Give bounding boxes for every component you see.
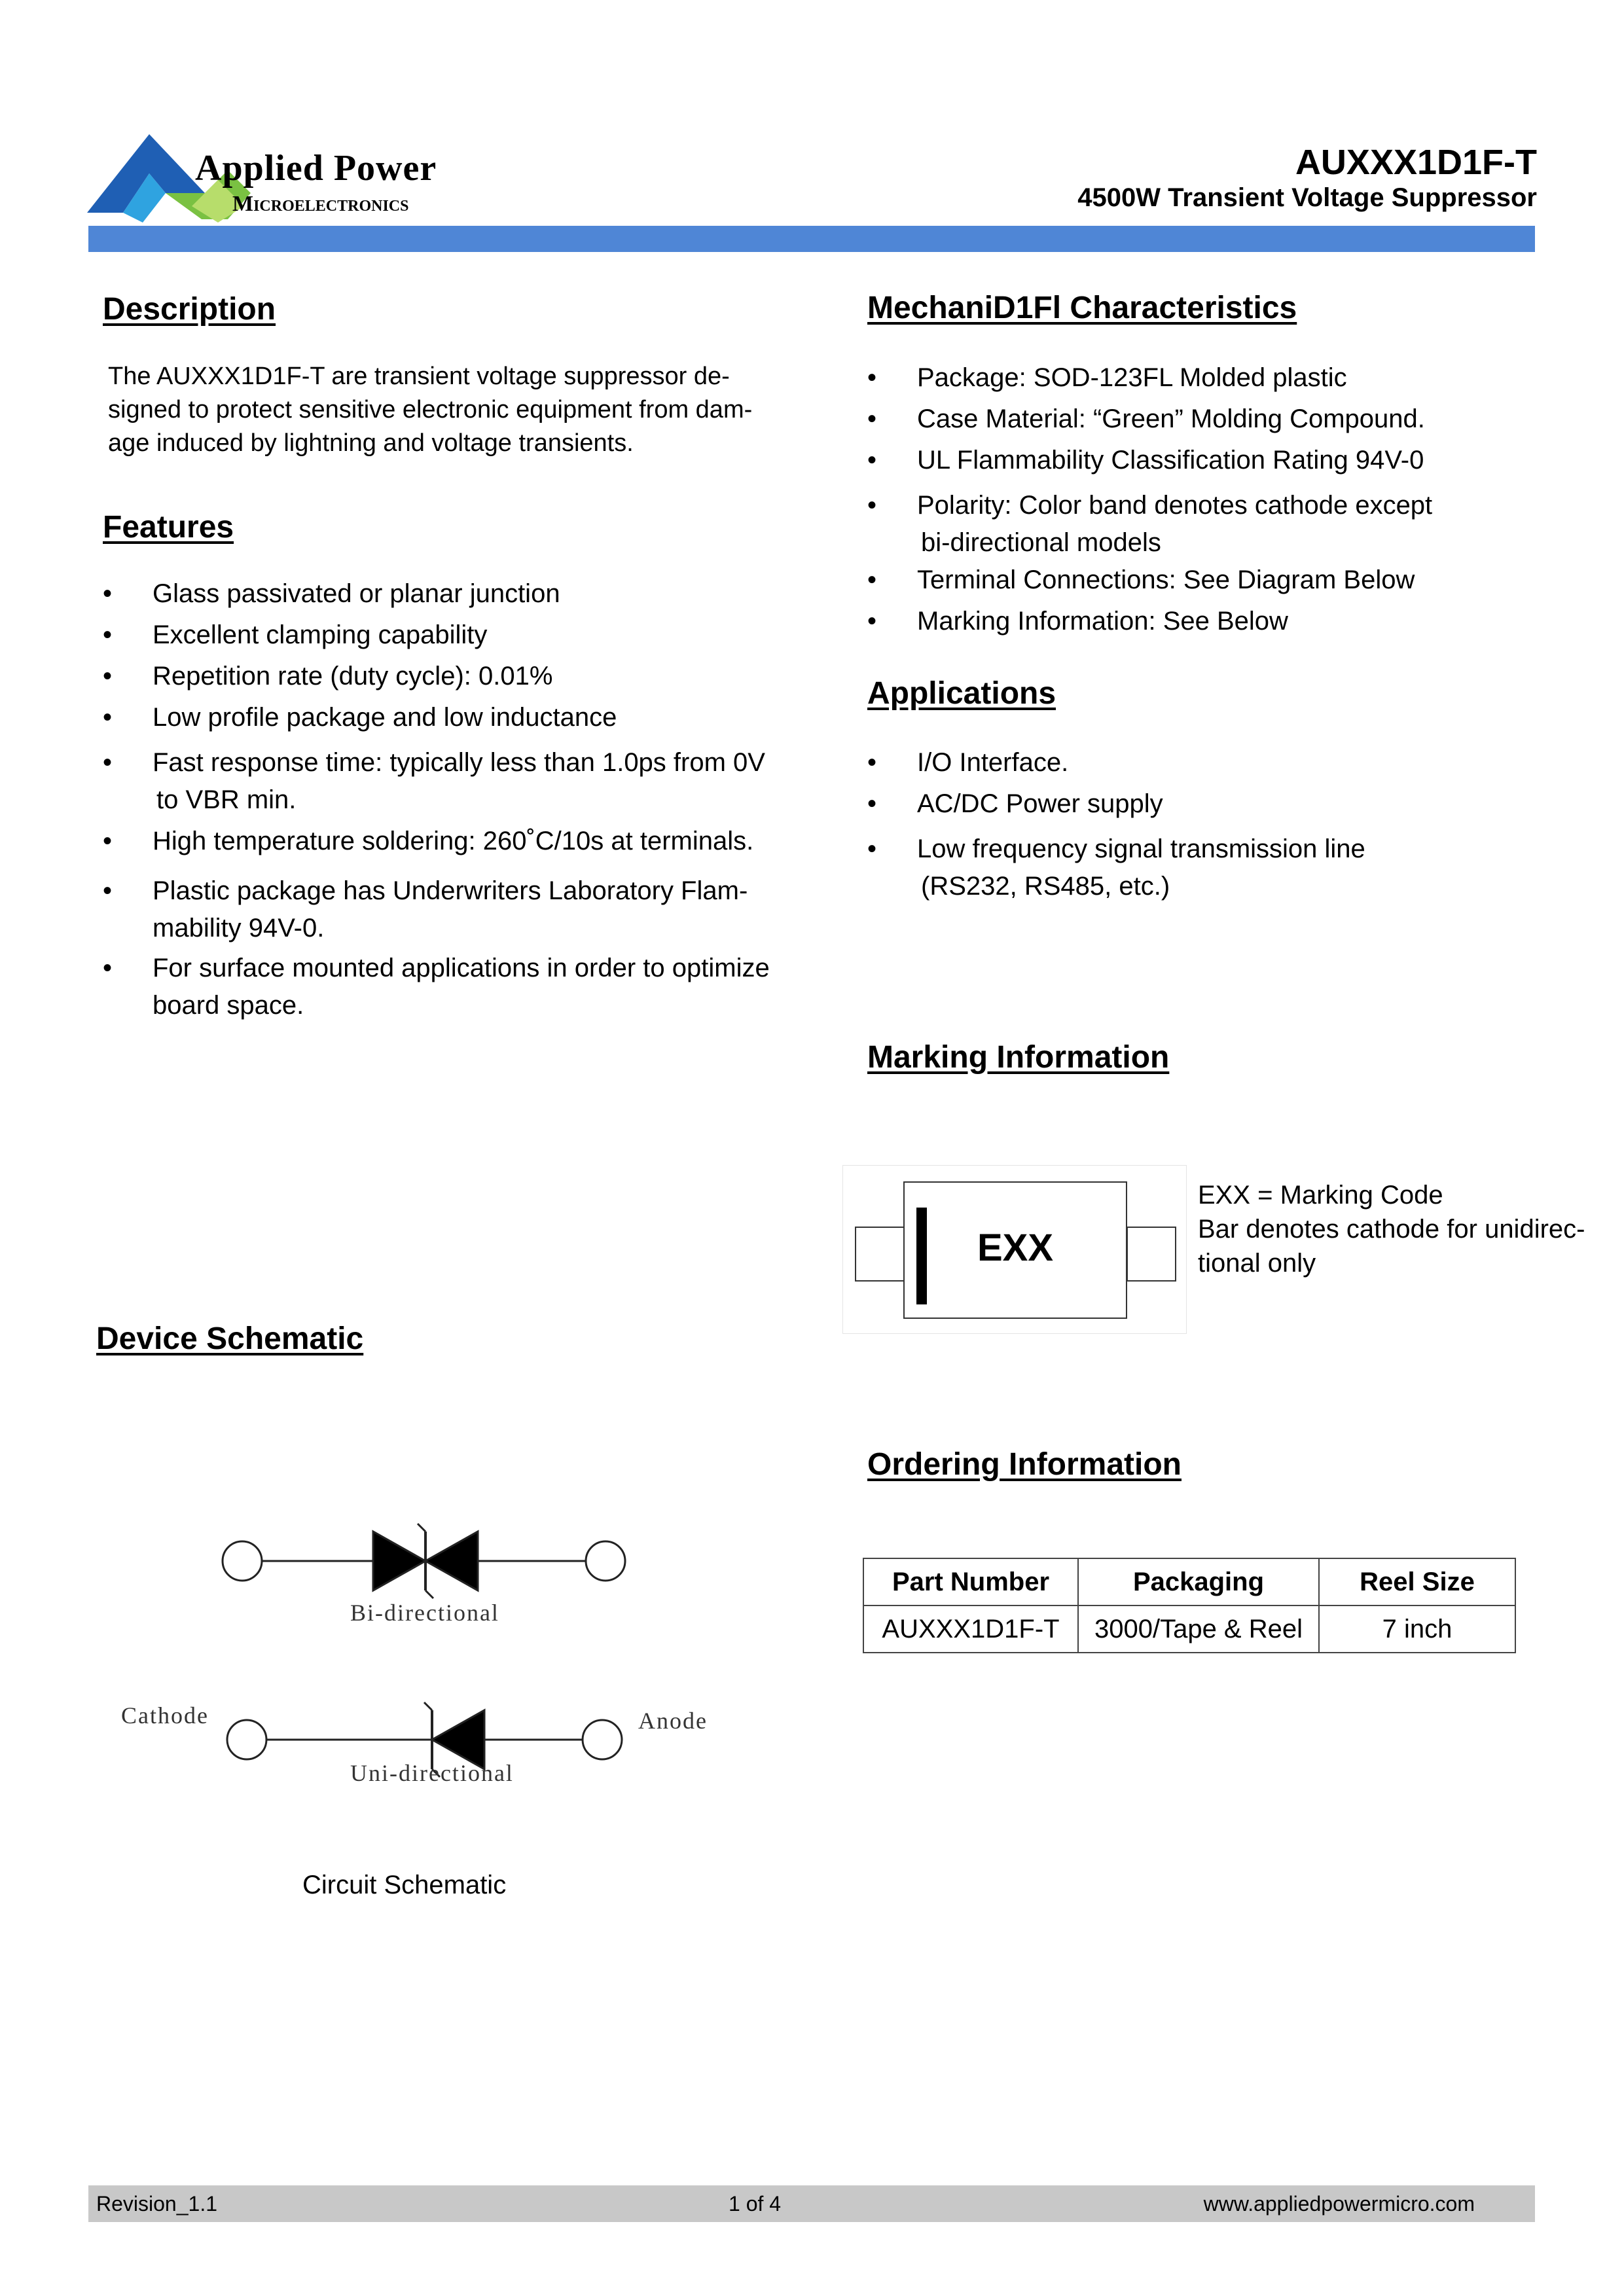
table-cell: 7 inch bbox=[1319, 1605, 1515, 1653]
list-item-text: Plastic package has Underwriters Laboratory Flam- bbox=[153, 876, 748, 905]
list-item-text: to VBR min. bbox=[156, 785, 297, 814]
list-item: • I/O Interface. bbox=[867, 748, 1069, 777]
package-lead-left bbox=[855, 1227, 905, 1282]
list-item: • Fast response time: typically less than 1.0ps from 0V to VBR min. bbox=[103, 744, 810, 827]
list-item: • UL Flammability Classification Rating 94V-0 bbox=[867, 446, 1424, 475]
list-item: • Repetition rate (duty cycle): 0.01% bbox=[103, 662, 553, 691]
document-title: AUXXX1D1F-T bbox=[1295, 143, 1537, 182]
cathode-label: Cathode bbox=[121, 1702, 209, 1729]
marking-diagram bbox=[842, 1165, 1187, 1334]
list-item-text: Terminal Connections: See Diagram Below bbox=[917, 565, 1415, 594]
table-cell: 3000/Tape & Reel bbox=[1078, 1605, 1319, 1653]
features-title: Features bbox=[103, 510, 234, 545]
document-subtitle: 4500W Transient Voltage Suppressor bbox=[1077, 183, 1537, 212]
terminal-circle bbox=[583, 1720, 622, 1759]
list-item-text: UL Flammability Classification Rating 94V-0 bbox=[917, 446, 1424, 475]
ordering-table bbox=[863, 1558, 1516, 1653]
footer-page-number: 1 of 4 bbox=[729, 2192, 782, 2215]
list-item-text: Low frequency signal transmission line bbox=[917, 834, 1365, 863]
ordering-title: Ordering Information bbox=[867, 1447, 1182, 1482]
package-body bbox=[903, 1181, 1127, 1319]
features-list bbox=[103, 579, 810, 1024]
footer-revision: Revision_1.1 bbox=[96, 2192, 217, 2215]
list-item: • Glass passivated or planar junction bbox=[103, 579, 560, 608]
company-logo bbox=[87, 134, 454, 226]
applications-title: Applications bbox=[867, 676, 1056, 711]
marking-legend-line: Bar denotes cathode for unidirec- bbox=[1198, 1215, 1585, 1244]
list-item-text: For surface mounted applications in order to optimize bbox=[153, 954, 770, 982]
table-cell: AUXXX1D1F-T bbox=[863, 1605, 1078, 1653]
list-item-text: Package: SOD-123FL Molded plastic bbox=[917, 363, 1347, 392]
list-item-text: AC/DC Power supply bbox=[917, 789, 1163, 818]
list-item-text: Repetition rate (duty cycle): 0.01% bbox=[153, 662, 553, 691]
description-line: age induced by lightning and voltage transients. bbox=[108, 429, 634, 457]
list-item: • Case Material: “Green” Molding Compound. bbox=[867, 404, 1425, 433]
bidirectional-label: Bi-directional bbox=[350, 1600, 499, 1626]
list-item-text: Case Material: “Green” Molding Compound. bbox=[917, 404, 1425, 433]
terminal-circle bbox=[223, 1541, 262, 1581]
list-item-text: Glass passivated or planar junction bbox=[153, 579, 560, 608]
list-item: • Package: SOD-123FL Molded plastic bbox=[867, 363, 1347, 392]
list-item: • High temperature soldering: 260˚C/10s at terminals. bbox=[103, 827, 754, 855]
marking-legend-line: EXX = Marking Code bbox=[1198, 1181, 1443, 1210]
mechanical-list bbox=[867, 363, 1587, 648]
terminal-circle bbox=[227, 1720, 266, 1759]
logo-line-2: Microelectronics bbox=[232, 192, 409, 216]
bidirectional-tvs-symbol bbox=[223, 1524, 625, 1598]
list-item: • Low frequency signal transmission line (RS232, RS485, etc.) bbox=[867, 831, 1587, 905]
list-item: • Polarity: Color band denotes cathode except bi-directional models bbox=[867, 487, 1587, 565]
schematic-caption: Circuit Schematic bbox=[302, 1871, 507, 1899]
description-line: signed to protect sensitive electronic equipment from dam- bbox=[108, 396, 753, 423]
table-header: Packaging bbox=[1078, 1558, 1319, 1605]
list-item-text: High temperature soldering: 260˚C/10s at terminals. bbox=[153, 827, 754, 855]
list-item: • Low profile package and low inductance bbox=[103, 703, 617, 732]
marking-title: Marking Information bbox=[867, 1040, 1170, 1075]
list-item: • Marking Information: See Below bbox=[867, 607, 1288, 636]
header-bar bbox=[88, 226, 1535, 252]
unidirectional-label: Uni-directional bbox=[350, 1760, 514, 1786]
anode-label: Anode bbox=[638, 1708, 708, 1734]
marking-legend-line: tional only bbox=[1198, 1249, 1316, 1278]
list-item-text: Excellent clamping capability bbox=[153, 620, 488, 649]
list-item-text: Polarity: Color band denotes cathode except bbox=[917, 491, 1433, 520]
schematic-title: Device Schematic bbox=[96, 1321, 364, 1356]
terminal-circle bbox=[586, 1541, 625, 1581]
list-item-text: Fast response time: typically less than 1.0ps from 0V bbox=[153, 748, 765, 777]
list-item-text: Low profile package and low inductance bbox=[153, 703, 617, 732]
table-header: Reel Size bbox=[1319, 1558, 1515, 1605]
table-row bbox=[863, 1605, 1515, 1653]
list-item-text: I/O Interface. bbox=[917, 748, 1069, 777]
list-item-text: board space. bbox=[153, 991, 304, 1020]
list-item: • Plastic package has Underwriters Laboratory Flam- mability 94V-0. bbox=[103, 872, 810, 950]
list-item: • AC/DC Power supply bbox=[867, 789, 1163, 818]
package-lead-right bbox=[1127, 1227, 1176, 1282]
list-item-text: bi-directional models bbox=[921, 528, 1161, 557]
mechanical-title: MechaniD1Fl Characteristics bbox=[867, 291, 1297, 325]
footer-bar bbox=[88, 2185, 1535, 2222]
list-item-text: (RS232, RS485, etc.) bbox=[921, 872, 1170, 901]
description-title: Description bbox=[103, 292, 276, 327]
marking-legend bbox=[1198, 1178, 1610, 1280]
logo-line-1: Applied Power bbox=[195, 148, 437, 188]
footer-website-link[interactable]: www.appliedpowermicro.com bbox=[1203, 2192, 1475, 2215]
list-item: • Terminal Connections: See Diagram Below bbox=[867, 565, 1415, 594]
table-header-row bbox=[863, 1558, 1515, 1605]
applications-list bbox=[867, 748, 1587, 905]
marking-code: EXX bbox=[977, 1227, 1054, 1269]
description-text bbox=[108, 360, 802, 460]
list-item: • Excellent clamping capability bbox=[103, 620, 488, 649]
list-item-text: mability 94V-0. bbox=[153, 914, 325, 942]
list-item: • For surface mounted applications in order to optimize board space. bbox=[103, 950, 810, 1024]
table-header: Part Number bbox=[863, 1558, 1078, 1605]
description-line: The AUXXX1D1F-T are transient voltage suppressor de- bbox=[108, 363, 730, 390]
list-item-text: Marking Information: See Below bbox=[917, 607, 1288, 636]
